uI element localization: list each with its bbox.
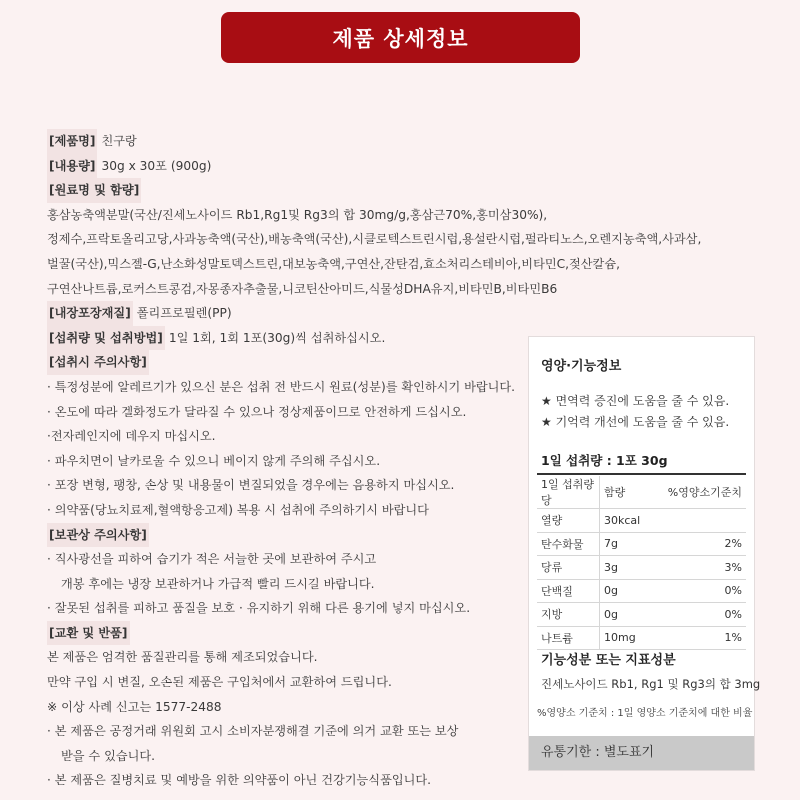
- health-claim-memory: ★ 기억력 개선에 도움을 줄 수 있음.: [541, 415, 730, 429]
- detail-line: [47, 424, 527, 449]
- nutrient-amount: 0g: [600, 579, 667, 603]
- detail-line: [47, 375, 527, 400]
- detail-line: [47, 252, 620, 277]
- detail-line: [47, 572, 527, 597]
- header-daily-value: %영양소기준치: [666, 476, 746, 509]
- detail-line: [47, 645, 527, 670]
- detail-line: [47, 695, 527, 720]
- nutrient-name: 당류: [537, 556, 600, 580]
- page-title: 제품 상세정보: [332, 26, 469, 51]
- detail-text: 1일 1회, 1회 1포(30g)씩 섭취하십시오.: [168, 330, 386, 345]
- detail-line: [47, 400, 527, 425]
- detail-label: [섭취량 및 섭취방법]: [47, 326, 165, 351]
- detail-label: [내장포장재질]: [47, 301, 133, 326]
- functional-ingredient-title: 기능성분 또는 지표성분: [541, 653, 676, 668]
- detail-label: [보관상 주의사항]: [47, 523, 149, 548]
- detail-label: [섭취시 주의사항]: [47, 350, 149, 375]
- detail-label: [원료명 및 함량]: [47, 178, 141, 203]
- detail-text: · 특정성분에 알레르기가 있으신 분은 섭취 전 반드시 원료(성분)를 확인하시기 바랍니다.: [47, 379, 516, 394]
- page-title-banner: [221, 12, 580, 63]
- header-per-serving: 1일 섭취량당: [537, 476, 600, 509]
- detail-text: 벌꿀(국산),믹스젤-G,난소화성말토덱스트린,대보농축액,구연산,잔탄검,효소처리스테비아,비타민C,젖산칼슘,: [47, 256, 620, 271]
- detail-text: 홍삼농축액분말(국산/진세노사이드 Rb1,Rg1및 Rg3의 합 30mg/g,홍삼근70%,홍미삼30%),: [47, 207, 548, 222]
- nutrition-row: [537, 556, 746, 580]
- detail-text: ·전자레인지에 데우지 마십시오.: [47, 429, 216, 444]
- nutrition-table-header: [537, 476, 746, 509]
- detail-line: [47, 449, 527, 474]
- nutrient-amount: 3g: [600, 556, 667, 580]
- health-claim-immunity: ★ 면역력 증진에 도움을 줄 수 있음.: [541, 394, 730, 408]
- serving-divider: [537, 473, 746, 475]
- detail-line: [47, 178, 527, 203]
- detail-line: [47, 523, 527, 548]
- nutrient-amount: 7g: [600, 532, 667, 556]
- nutrient-name: 단백질: [537, 579, 600, 603]
- nutrient-daily-value: 0%: [666, 579, 746, 603]
- nutrient-name: 탄수화물: [537, 532, 600, 556]
- detail-text: · 온도에 따라 겔화정도가 달라질 수 있으나 정상제품이므로 안전하게 드십시오.: [47, 404, 467, 419]
- detail-text: · 본 제품은 공정거래 위원회 고시 소비자분쟁해결 기준에 의거 교환 또는 보상: [47, 724, 459, 739]
- header-amount: 함량: [600, 476, 667, 509]
- detail-text: · 포장 변형, 팽창, 손상 및 내용물이 변질되었을 경우에는 음용하지 마십시오.: [47, 478, 455, 493]
- nutrient-name: 열량: [537, 509, 600, 533]
- nutrient-daily-value: 2%: [666, 532, 746, 556]
- nutrient-amount: 30kcal: [600, 509, 667, 533]
- detail-text: 본 제품은 엄격한 품질관리를 통해 제조되었습니다.: [47, 650, 318, 665]
- nutrient-amount: 0g: [600, 603, 667, 627]
- nutrient-daily-value: 0%: [666, 603, 746, 627]
- detail-line: [47, 301, 527, 326]
- detail-text: 받을 수 있습니다.: [61, 748, 156, 763]
- detail-line: [47, 277, 558, 302]
- detail-line: [47, 768, 527, 793]
- detail-line: [47, 350, 527, 375]
- detail-line: [47, 154, 527, 179]
- nutrition-row: [537, 509, 746, 533]
- nutrient-daily-value: 3%: [666, 556, 746, 580]
- detail-line: [47, 744, 527, 769]
- nutrition-row: [537, 579, 746, 603]
- detail-text: 친구랑: [101, 134, 137, 148]
- functional-ingredient-value: 진세노사이드 Rb1, Rg1 및 Rg3의 합 3mg: [541, 677, 761, 691]
- detail-line: [47, 203, 548, 228]
- nutrient-name: 나트륨: [537, 626, 600, 650]
- detail-label: [교환 및 반품]: [47, 621, 130, 646]
- nutrition-table: [537, 476, 746, 650]
- detail-line: [47, 670, 527, 695]
- detail-text: · 의약품(당뇨치료제,혈액항응고제) 복용 시 섭취에 주의하기시 바랍니다: [47, 502, 429, 517]
- nutrient-daily-value: [666, 509, 746, 533]
- detail-label: [내용량]: [47, 154, 97, 179]
- detail-line: [47, 326, 527, 351]
- detail-line: [47, 473, 527, 498]
- expiry-bar: [529, 736, 754, 770]
- nutrition-row: [537, 626, 746, 650]
- nutrition-row: [537, 603, 746, 627]
- detail-line: [47, 227, 702, 252]
- detail-text: 30g x 30포 (900g): [101, 158, 212, 173]
- nutrient-name: 지방: [537, 603, 600, 627]
- nutrition-info-panel: [528, 336, 761, 771]
- nutrition-title: 영양·기능정보: [541, 359, 622, 374]
- detail-text: 폴리프로필렌(PP): [136, 306, 232, 321]
- nutrition-row: [537, 532, 746, 556]
- detail-line: [47, 596, 527, 621]
- detail-text: · 파우치면이 날카로울 수 있으니 베이지 않게 주의해 주십시오.: [47, 453, 381, 468]
- detail-text: 만약 구입 시 변질, 오손된 제품은 구입처에서 교환하여 드립니다.: [47, 675, 392, 690]
- detail-text: 개봉 후에는 냉장 보관하거나 가급적 빨리 드시길 바랍니다.: [61, 576, 375, 591]
- daily-value-note: %영양소 기준치 : 1일 영양소 기준치에 대한 비율: [537, 708, 753, 719]
- detail-line: [47, 621, 527, 646]
- detail-text: · 잘못된 섭취를 피하고 품질을 보호 · 유지하기 위해 다른 용기에 넣지 마십시오.: [47, 601, 471, 616]
- nutrient-amount: 10mg: [600, 626, 667, 650]
- detail-label: [제품명]: [47, 129, 97, 154]
- detail-text: 구연산나트륨,로커스트콩검,자몽종자추출물,니코틴산아미드,식물성DHA유지,비타민B,비타민B6: [47, 281, 558, 296]
- serving-size: 1일 섭취량 : 1포 30g: [541, 453, 668, 468]
- detail-line: [47, 547, 527, 572]
- detail-line: [47, 129, 527, 154]
- detail-line: [47, 719, 527, 744]
- detail-text: · 직사광선을 피하여 습기가 적은 서늘한 곳에 보관하여 주시고: [47, 552, 377, 567]
- detail-text: ※ 이상 사례 신고는 1577-2488: [47, 699, 222, 714]
- expiry-text: 유통기한 : 별도표기: [541, 745, 655, 760]
- detail-text: · 본 제품은 질병치료 및 예방을 위한 의약품이 아닌 건강기능식품입니다.: [47, 773, 432, 788]
- detail-line: [47, 498, 527, 523]
- detail-text: 정제수,프락토올리고당,사과농축액(국산),배농축액(국산),시클로텍스트린시럽,용설란시럽,펄라티노스,오렌지농축액,사과삼,: [47, 232, 702, 247]
- nutrient-daily-value: 1%: [666, 626, 746, 650]
